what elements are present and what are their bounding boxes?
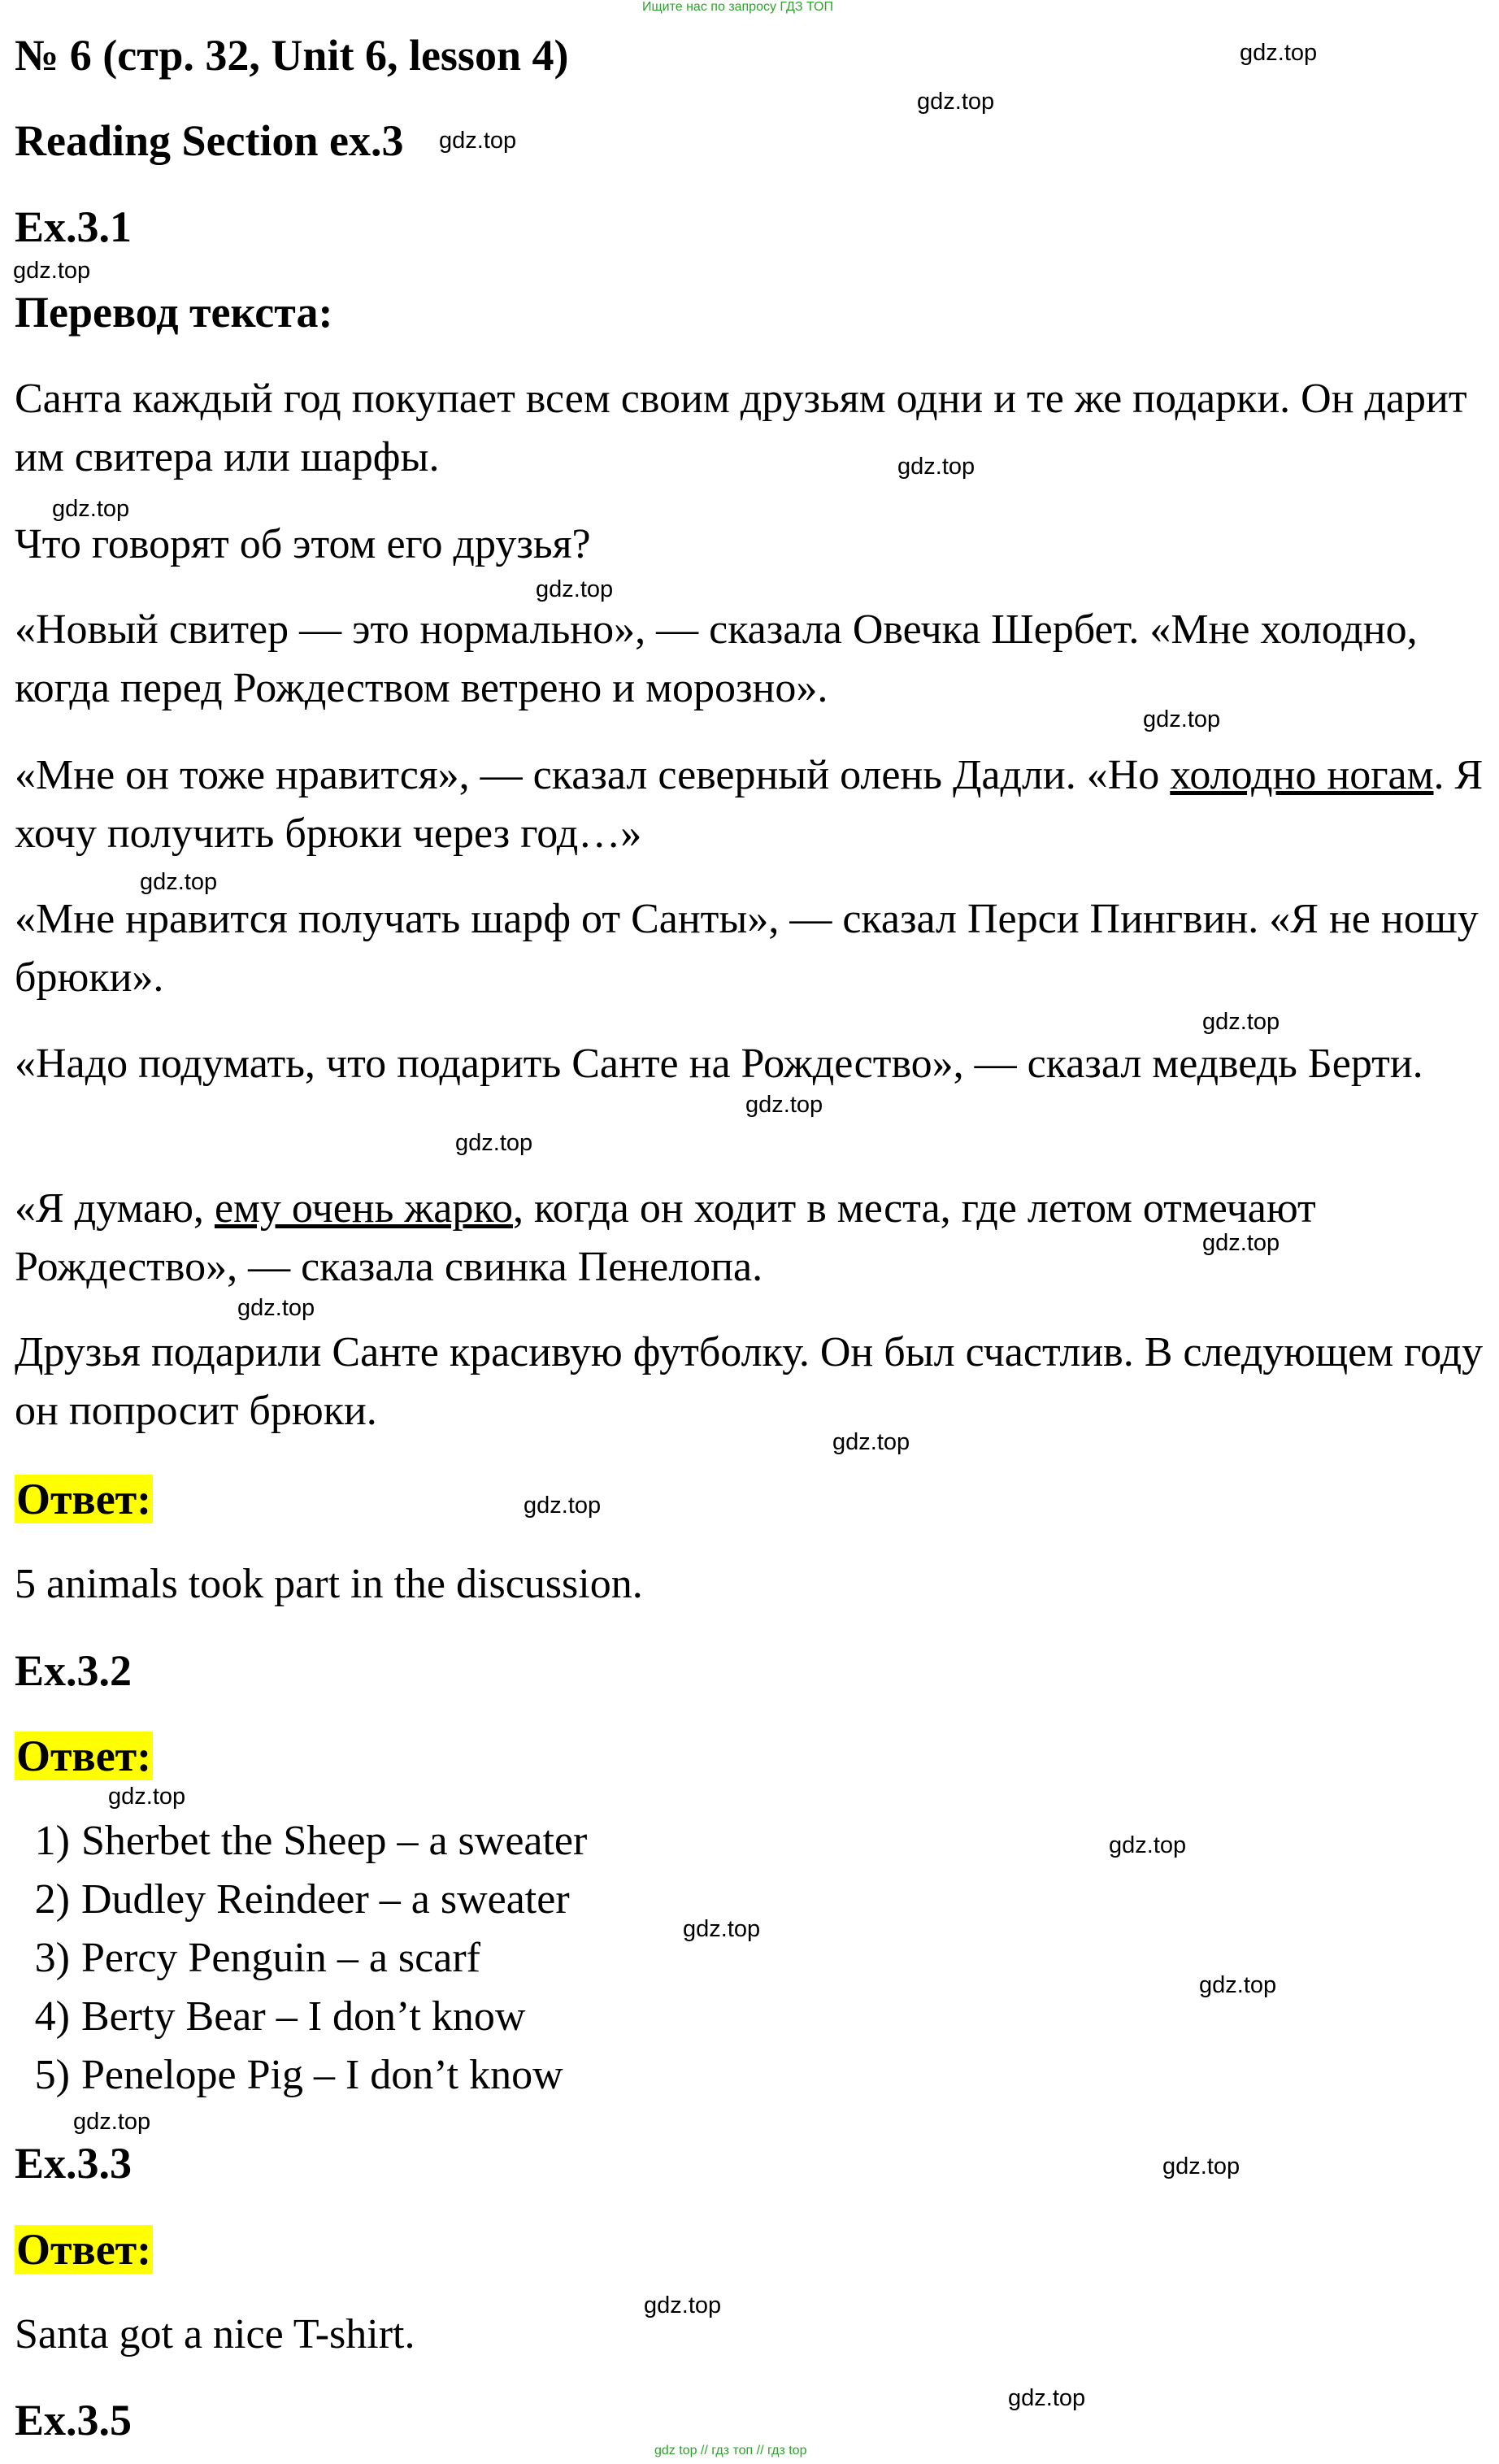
page-title: № 6 (стр. 32, Unit 6, lesson 4) — [15, 31, 569, 80]
watermark: gdz.top — [237, 1295, 315, 1321]
watermark: gdz.top — [108, 1784, 186, 1810]
watermark: gdz.top — [1199, 1972, 1277, 1998]
list-text: Percy Penguin – a scarf — [81, 1935, 480, 1981]
ex31-paragraph-1: Санта каждый год покупает всем своим друзьям одни и те же подарки. Он дарит им свитера или шарфы. — [15, 376, 1467, 480]
list-number: 1) — [34, 1818, 70, 1864]
watermark: gdz.top — [455, 1130, 533, 1156]
page-subtitle: Reading Section ex.3 — [15, 116, 404, 165]
ex32-heading: Ex.3.2 — [15, 1646, 133, 1695]
answer-highlight: Ответ: — [16, 1732, 152, 1780]
ex33-heading: Ex.3.3 — [15, 2139, 133, 2188]
watermark: gdz.top — [1143, 706, 1221, 732]
watermark: gdz.top — [73, 2109, 151, 2135]
list-text: Sherbet the Sheep – a sweater — [81, 1818, 588, 1864]
ex31-paragraph-3: «Новый свитер — это нормально», — сказала Овечка Шербет. «Мне холодно, когда перед Рождеством ветрено и морозно». — [15, 606, 1418, 711]
list-number: 3) — [34, 1935, 70, 1981]
ex31-p4-underlined: холодно ногам — [1170, 752, 1434, 798]
ex31-p4-start: «Мне он тоже нравится», — сказал северный олень Дадли. «Но — [15, 752, 1171, 798]
list-number: 5) — [34, 2052, 70, 2098]
footer-note: gdz top // гдз топ // гдз top — [654, 2444, 807, 2457]
ex31-answer: 5 animals took part in the discussion. — [15, 1561, 643, 1607]
answer-highlight: Ответ: — [16, 1475, 152, 1523]
watermark: gdz.top — [1162, 2153, 1240, 2179]
list-item — [8, 1875, 570, 1925]
list-item — [8, 1816, 587, 1866]
ex31-p7-start: «Я думаю, — [15, 1185, 215, 1232]
watermark: gdz.top — [1008, 2385, 1086, 2411]
translation-heading: Перевод текста: — [15, 288, 333, 337]
watermark: gdz.top — [644, 2292, 722, 2318]
watermark: gdz.top — [439, 128, 517, 154]
ex31-paragraph-8: Друзья подарили Санте красивую футболку. Он был счастлив. В следующем году он попросит брюки. — [15, 1329, 1484, 1434]
watermark: gdz.top — [524, 1493, 602, 1519]
ex31-p7-underlined: ему очень жарко — [214, 1185, 513, 1232]
ex31-paragraph-6: «Надо подумать, что подарить Санте на Рождество», — сказал медведь Берти. — [15, 1041, 1423, 1087]
list-item — [8, 1933, 480, 1984]
ex31-p7-end: , когда он ходит в места, где летом отмечают Рождество», — сказала свинка Пенелопа. — [15, 1185, 1316, 1290]
ex33-answer-label — [15, 2224, 153, 2275]
list-number: 4) — [34, 1993, 70, 2040]
ex31-answer-label — [15, 1474, 153, 1524]
watermark: gdz.top — [536, 576, 614, 602]
list-text: Penelope Pig – I don’t know — [81, 2052, 563, 2098]
ex33-answer: Santa got a nice T-shirt. — [15, 2311, 415, 2358]
watermark: gdz.top — [832, 1429, 910, 1455]
ex31-paragraph-5: «Мне нравится получать шарф от Санты», — сказал Перси Пингвин. «Я не ношу брюки». — [15, 896, 1479, 1001]
watermark: gdz.top — [52, 496, 130, 522]
watermark: gdz.top — [897, 454, 975, 480]
watermark: gdz.top — [745, 1092, 823, 1118]
watermark: gdz.top — [1109, 1832, 1187, 1858]
list-number: 2) — [34, 1876, 70, 1923]
ex32-answer-label — [15, 1731, 153, 1781]
ex31-paragraph-2: Что говорят об этом его друзья? — [15, 521, 591, 567]
list-text: Berty Bear – I don’t know — [81, 1993, 526, 2040]
ex31-p4-end: . Я хочу получить брюки через год…» — [15, 752, 1484, 857]
ex31-heading: Ex.3.1 — [15, 202, 133, 251]
list-text: Dudley Reindeer – a sweater — [81, 1876, 570, 1923]
watermark: gdz.top — [140, 869, 218, 895]
watermark: gdz.top — [917, 89, 995, 115]
answer-highlight: Ответ: — [16, 2225, 152, 2274]
watermark: gdz.top — [683, 1916, 761, 1942]
list-item — [8, 2050, 563, 2101]
watermark: gdz.top — [1202, 1230, 1280, 1256]
list-item — [8, 1992, 525, 2042]
ex31-paragraph-4 — [15, 746, 1494, 863]
watermark: gdz.top — [1240, 40, 1318, 66]
top-search-note: Ищите нас по запросу ГДЗ ТОП — [642, 0, 833, 14]
watermark: gdz.top — [1202, 1009, 1280, 1035]
watermark: gdz.top — [13, 258, 91, 284]
ex35-heading: Ex.3.5 — [15, 2396, 133, 2444]
